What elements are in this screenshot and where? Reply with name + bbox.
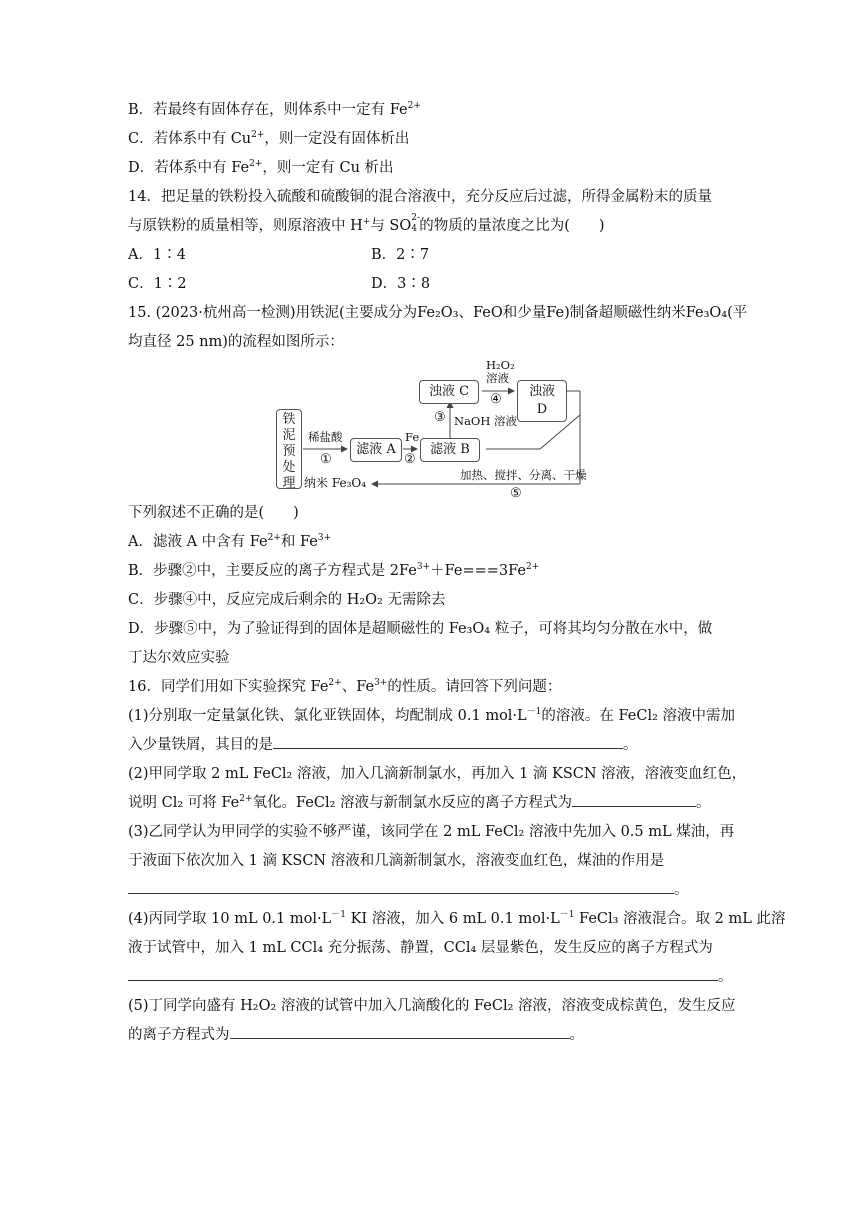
- turbid-d-box: 浊液 D: [517, 380, 567, 422]
- q16-part3-line3: 。: [128, 876, 738, 905]
- process-flow-diagram: [274, 359, 604, 499]
- step5-reagent: 加热、搅拌、分离、干燥: [460, 468, 587, 482]
- q13-option-b: B．若最终有固体存在，则体系中一定有 $Fe^{2+}$: [128, 101, 421, 118]
- step5-number: ⑤: [510, 486, 522, 501]
- q14-option-a: A．1∶4: [128, 247, 186, 263]
- q15-option-c: C．步骤④中，反应完成后剩余的 H₂O₂ 无需除去: [128, 592, 446, 608]
- answer-blank-2[interactable]: [572, 790, 696, 807]
- q14-option-c: C．1∶2: [128, 276, 187, 292]
- q13-option-d: D．若体系中有 $Fe^{2+}$，则一定有 Cu 析出: [128, 159, 394, 176]
- answer-blank-1[interactable]: [273, 732, 623, 749]
- q16-part4-line1: (4)丙同学取 10 mL 0.1 $mol\cdot L^{-1}$ KI 溶液，加入 6 mL 0.1 $mol\cdot L^{-1}$ FeCl₃ 溶液混合。取 2 mL 此溶: [128, 910, 786, 927]
- q15-option-b: B．步骤②中，主要反应的离子方程式是 $2Fe^{3+}+Fe===3Fe^{2+}$: [128, 562, 540, 579]
- q16-part1-line1: (1)分别取一定量氯化铁、氯化亚铁固体，均配制成 0.1 $mol\cdot L^{-1}$的溶液。在 FeCl₂ 溶液中需加: [128, 707, 736, 724]
- filtrate-b-box: 滤液 B: [420, 438, 480, 462]
- q14-option-d: D．3∶8: [371, 276, 431, 292]
- q16-part4-line3: 。: [128, 963, 738, 992]
- q15-stem-line1: 15. (2023·杭州高一检测)用铁泥(主要成分为Fe₂O₃、FeO和少量Fe)制备超顺磁性纳米Fe₃O₄(平: [128, 305, 748, 321]
- turbid-c-box: 浊液 C: [419, 380, 479, 404]
- q16-part3-line1: (3)乙同学认为甲同学的实验不够严谨，该同学在 2 mL FeCl₂ 溶液中先加入 0.5 mL 煤油，再: [128, 824, 735, 840]
- step4-reagent-bottom: 溶液: [486, 371, 509, 385]
- step2-number: ②: [404, 452, 416, 467]
- answer-blank-5[interactable]: [230, 1022, 570, 1039]
- q14-stem-line2: 与原铁粉的质量相等，则原溶液中 H+与 SO 2- 4 的物质的量浓度之比为( ): [128, 213, 605, 234]
- q13-option-c: C．若体系中有 $Cu^{2+}$，则一定没有固体析出: [128, 130, 410, 147]
- q15-stem-line2: 均直径 25 nm)的流程如图所示：: [128, 334, 344, 350]
- step3-number: ③: [434, 410, 446, 425]
- q14-options-row2: [128, 270, 738, 299]
- q15-question: 下列叙述不正确的是( ): [128, 505, 299, 521]
- step4-reagent-top: H₂O₂: [486, 358, 515, 372]
- q16-part4-line2: 液于试管中，加入 1 mL CCl₄ 充分振荡、静置，CCl₄ 层显紫色，发生反应的离子方程式为: [128, 940, 713, 956]
- step4-number: ④: [490, 392, 502, 407]
- answer-blank-4[interactable]: [128, 964, 718, 981]
- q15-option-a: A．滤液 A 中含有 $Fe^{2+}$和 $Fe^{3+}$: [128, 533, 332, 550]
- q16-part2-line1: (2)甲同学取 2 mL FeCl₂ 溶液，加入几滴新制氯水，再加入 1 滴 KSCN 溶液，溶液变血红色，: [128, 766, 747, 782]
- q16-part1-line2: 入少量铁屑，其目的是 。: [128, 731, 738, 760]
- q14-stem-line1: 14．把足量的铁粉投入硫酸和硫酸铜的混合溶液中，充分反应后过滤，所得金属粉末的质量: [128, 189, 712, 205]
- answer-blank-3[interactable]: [128, 877, 674, 894]
- step1-number: ①: [320, 452, 332, 467]
- pretreatment-box: 铁泥预处理: [276, 409, 302, 489]
- exam-page: [128, 96, 786, 1050]
- q16-part5-line2: 的离子方程式为 。: [128, 1021, 738, 1050]
- q15-option-d-line2: 丁达尔效应实验: [128, 650, 230, 666]
- filtrate-a-box: 滤液 A: [350, 438, 402, 462]
- q15-option-d-line1: D．步骤⑤中，为了验证得到的固体是超顺磁性的 Fe₃O₄ 粒子，可将其均匀分散在水中，做: [128, 621, 713, 637]
- step2-reagent: Fe: [405, 430, 420, 444]
- product-label: 纳米 Fe₃O₄: [304, 476, 367, 490]
- step1-reagent: 稀盐酸: [308, 430, 343, 444]
- q14-option-b: B．2∶7: [371, 247, 430, 263]
- q16-stem: 16．同学们用如下实验探究 $Fe^{2+}$、$Fe^{3+}$的性质。请回答下列问题：: [128, 678, 562, 695]
- q16-part2-line2: 说明 Cl₂ 可将 $Fe^{2+}$氧化。FeCl₂ 溶液与新制氯水反应的离子方程式为 。: [128, 789, 738, 818]
- step3-reagent: NaOH 溶液: [454, 414, 518, 428]
- q16-part3-line2: 于液面下依次加入 1 滴 KSCN 溶液和几滴新制氯水，溶液变血红色，煤油的作用是: [128, 853, 665, 869]
- q14-options-row1: [128, 241, 738, 270]
- q16-part5-line1: (5)丁同学向盛有 H₂O₂ 溶液的试管中加入几滴酸化的 FeCl₂ 溶液，溶液变成棕黄色，发生反应: [128, 998, 736, 1014]
